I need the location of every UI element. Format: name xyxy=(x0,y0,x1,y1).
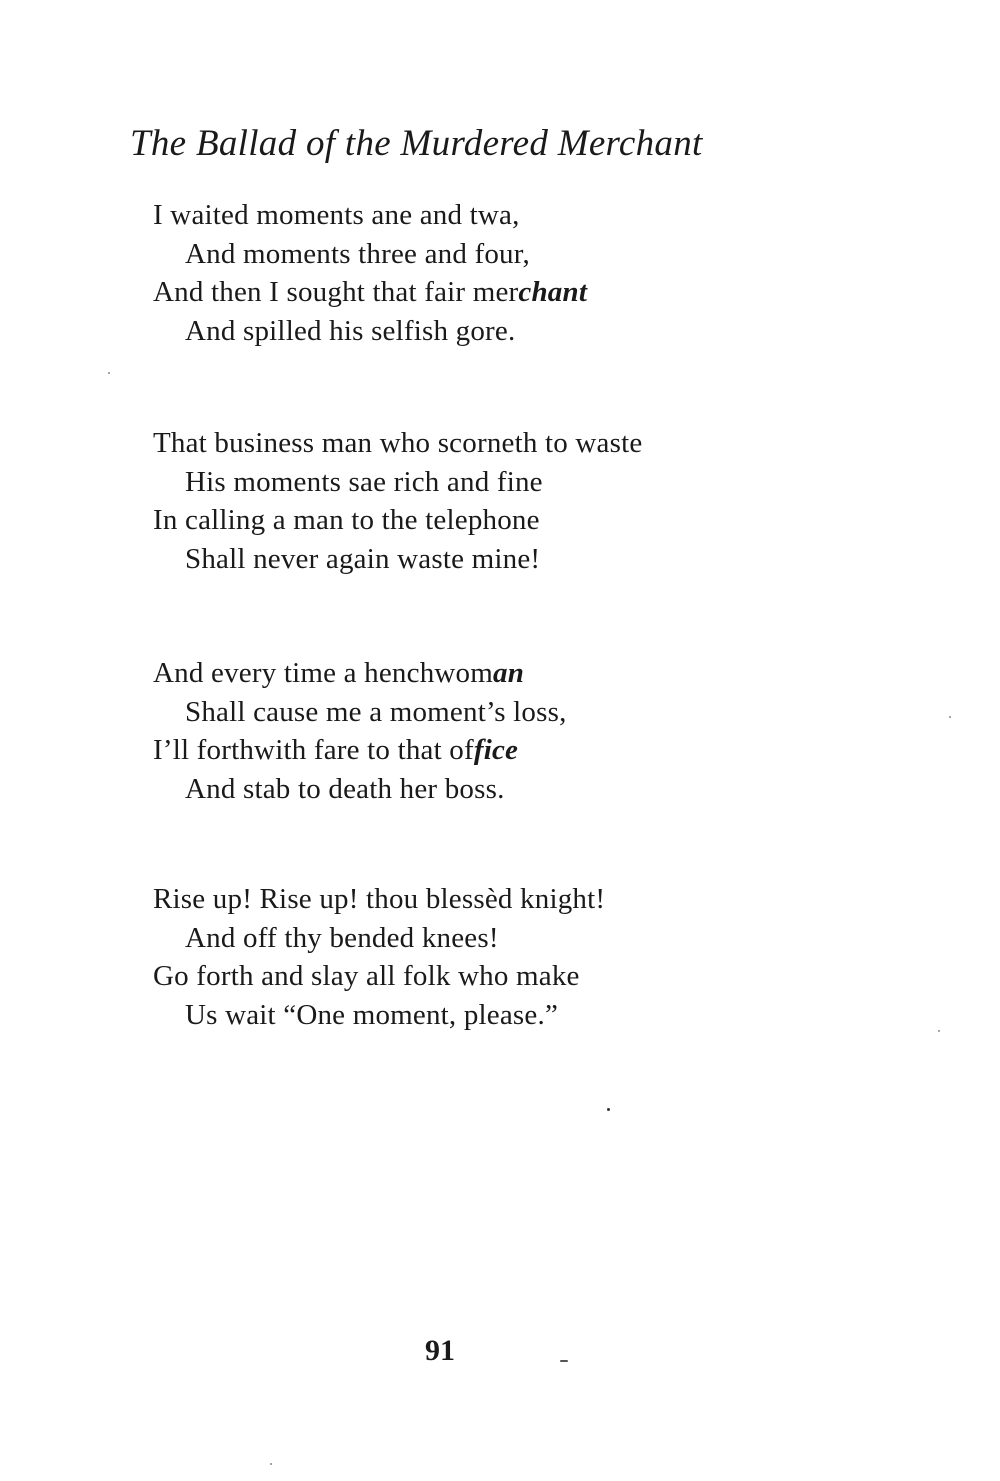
verse-line-text: And every time a henchwom xyxy=(153,657,494,689)
stanza-2 xyxy=(153,424,642,578)
scan-speck xyxy=(949,716,951,718)
verse-line xyxy=(153,731,567,770)
stanza-4 xyxy=(153,880,605,1034)
verse-line: I waited moments ane and twa, xyxy=(153,199,520,231)
verse-line: Shall cause me a moment’s loss, xyxy=(185,695,567,728)
stanza-1 xyxy=(153,196,587,350)
verse-line: Shall never again waste mine! xyxy=(185,542,541,575)
scan-speck xyxy=(607,1108,610,1111)
scan-speck xyxy=(270,1463,272,1465)
verse-line: Us wait “One moment, please.” xyxy=(185,998,559,1031)
verse-line: Go forth and slay all folk who make xyxy=(153,960,580,992)
page-title: The Ballad of the Murdered Merchant xyxy=(130,123,703,164)
stanza-3 xyxy=(153,654,567,808)
scan-speck xyxy=(560,1360,568,1362)
verse-line: And moments three and four, xyxy=(185,237,530,270)
verse-line xyxy=(153,654,567,693)
scan-speck xyxy=(938,1030,940,1032)
verse-line: In calling a man to the telephone xyxy=(153,504,540,536)
page-number: 91 xyxy=(425,1334,455,1367)
verse-line-italic: fice xyxy=(473,734,519,766)
verse-line: And off thy bended knees! xyxy=(185,921,499,954)
verse-line: That business man who scorneth to waste xyxy=(153,427,643,459)
verse-line: And stab to death her boss. xyxy=(185,772,505,805)
verse-line-text: And then I sought that fair mer xyxy=(153,276,519,308)
verse-line: His moments sae rich and fine xyxy=(185,465,543,498)
verse-line-text: I’ll forthwith fare to that of xyxy=(153,734,474,766)
verse-line-italic: chant xyxy=(518,276,588,308)
verse-line xyxy=(153,273,587,312)
verse-line: And spilled his selfish gore. xyxy=(185,314,516,347)
verse-line-italic: an xyxy=(493,657,525,689)
verse-line: Rise up! Rise up! thou blessèd knight! xyxy=(153,883,606,915)
scan-speck xyxy=(108,372,110,374)
